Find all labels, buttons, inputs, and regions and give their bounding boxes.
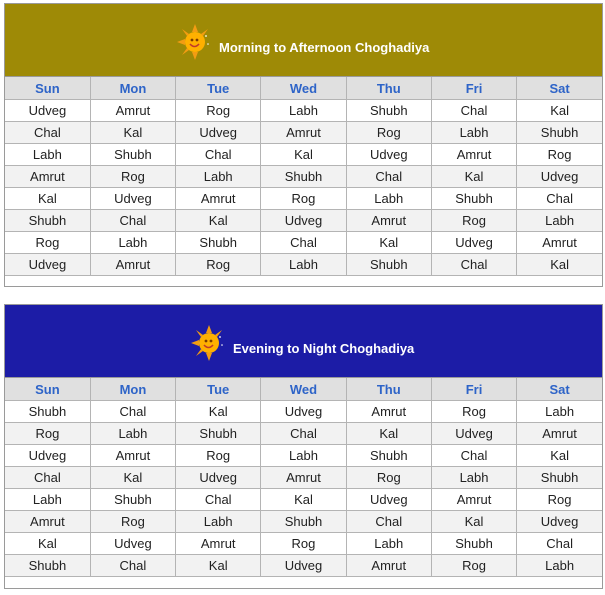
table-cell: Labh (90, 423, 175, 445)
table-row (5, 232, 602, 254)
table-row (5, 144, 602, 166)
table-cell: Chal (176, 144, 261, 166)
table-cell: Labh (517, 555, 602, 577)
table-row (5, 555, 602, 577)
table-row (5, 467, 602, 489)
table-cell: Udveg (261, 401, 346, 423)
table-cell: Chal (346, 511, 431, 533)
table-cell: Chal (517, 533, 602, 555)
table-cell: Labh (176, 166, 261, 188)
table-cell: Rog (431, 401, 516, 423)
table-cell: Udveg (431, 423, 516, 445)
table-cell: Kal (90, 467, 175, 489)
table-cell: Udveg (346, 144, 431, 166)
table-cell: Kal (431, 511, 516, 533)
table-cell: Chal (431, 254, 516, 276)
table-cell: Udveg (261, 555, 346, 577)
table-cell: Shubh (90, 144, 175, 166)
table-cell: Chal (517, 188, 602, 210)
table-row (5, 122, 602, 144)
table-cell: Shubh (5, 555, 90, 577)
table-row (5, 188, 602, 210)
page-title-morning: Morning to Afternoon Choghadiya (219, 39, 430, 55)
table-row (5, 100, 602, 122)
table-cell: Kal (90, 122, 175, 144)
table-cell: Chal (431, 100, 516, 122)
column-header-thu: Thu (346, 77, 431, 100)
table-cell: Kal (431, 166, 516, 188)
table-cell: Rog (346, 467, 431, 489)
table-cell: Amrut (517, 423, 602, 445)
table-cell: Shubh (517, 467, 602, 489)
table-row (5, 511, 602, 533)
table-cell: Rog (176, 445, 261, 467)
table-cell: Amrut (261, 467, 346, 489)
table-cell: Chal (176, 489, 261, 511)
table-cell: Amrut (346, 555, 431, 577)
table-cell: Labh (517, 210, 602, 232)
column-header-fri: Fri (431, 378, 516, 401)
table-cell: Amrut (90, 254, 175, 276)
table-cell: Labh (90, 232, 175, 254)
table-cell: Amrut (346, 210, 431, 232)
table-cell: Udveg (5, 445, 90, 467)
table-cell: Amrut (90, 445, 175, 467)
table-cell: Kal (517, 254, 602, 276)
column-header-mon: Mon (90, 378, 175, 401)
table-cell: Shubh (90, 489, 175, 511)
table-cell: Kal (517, 100, 602, 122)
table-cell: Labh (176, 511, 261, 533)
table-cell: Kal (261, 489, 346, 511)
table-cell: Kal (261, 144, 346, 166)
table-row (5, 254, 602, 276)
table-cell: Amrut (261, 122, 346, 144)
table-cell: Labh (431, 467, 516, 489)
table-cell: Udveg (261, 210, 346, 232)
table-cell: Labh (346, 533, 431, 555)
sun-moon-icon (177, 24, 213, 60)
table-cell: Udveg (517, 511, 602, 533)
table-cell: Shubh (346, 100, 431, 122)
table-cell: Kal (176, 401, 261, 423)
table-cell: Shubh (5, 401, 90, 423)
table-row (5, 489, 602, 511)
table-cell: Rog (176, 254, 261, 276)
page-title-evening: Evening to Night Choghadiya (233, 340, 415, 356)
table-cell: Rog (5, 232, 90, 254)
column-header-wed: Wed (261, 77, 346, 100)
table-cell: Kal (346, 423, 431, 445)
table-cell: Udveg (517, 166, 602, 188)
table-cell: Chal (346, 166, 431, 188)
table-cell: Kal (176, 555, 261, 577)
table-cell: Udveg (90, 188, 175, 210)
table-cell: Labh (261, 254, 346, 276)
table-cell: Chal (90, 401, 175, 423)
table-cell: Amrut (346, 401, 431, 423)
table-cell: Shubh (346, 445, 431, 467)
table-cell: Kal (346, 232, 431, 254)
table-cell: Shubh (431, 533, 516, 555)
table-cell: Labh (431, 122, 516, 144)
table-cell: Shubh (261, 166, 346, 188)
table-cell: Rog (90, 511, 175, 533)
column-header-sat: Sat (517, 77, 602, 100)
column-header-sun: Sun (5, 378, 90, 401)
table-cell: Labh (5, 144, 90, 166)
column-header-sun: Sun (5, 77, 90, 100)
table-cell: Udveg (346, 489, 431, 511)
column-header-fri: Fri (431, 77, 516, 100)
table-cell: Udveg (5, 254, 90, 276)
evening-choghadiya-panel (4, 304, 603, 589)
table-row (5, 445, 602, 467)
table-cell: Amrut (431, 489, 516, 511)
table-cell: Chal (90, 555, 175, 577)
table-cell: Kal (517, 445, 602, 467)
table-cell: Shubh (176, 232, 261, 254)
column-header-tue: Tue (176, 77, 261, 100)
column-header-mon: Mon (90, 77, 175, 100)
column-header-sat: Sat (517, 378, 602, 401)
table-cell: Chal (90, 210, 175, 232)
table-cell: Amrut (5, 511, 90, 533)
table-cell: Rog (517, 144, 602, 166)
table-cell: Amrut (431, 144, 516, 166)
table-cell: Kal (5, 533, 90, 555)
table-cell: Rog (176, 100, 261, 122)
table-cell: Amrut (517, 232, 602, 254)
table-cell: Chal (261, 232, 346, 254)
evening-banner (5, 305, 602, 378)
table-cell: Amrut (176, 188, 261, 210)
table-cell: Labh (261, 445, 346, 467)
column-header-wed: Wed (261, 378, 346, 401)
table-cell: Rog (261, 533, 346, 555)
table-cell: Udveg (176, 122, 261, 144)
table-row (5, 210, 602, 232)
table-cell: Kal (5, 188, 90, 210)
morning-choghadiya-panel (4, 3, 603, 287)
table-cell: Rog (517, 489, 602, 511)
table-cell: Chal (431, 445, 516, 467)
table-cell: Labh (261, 100, 346, 122)
table-cell: Labh (517, 401, 602, 423)
table-cell: Shubh (431, 188, 516, 210)
table-cell: Shubh (261, 511, 346, 533)
table-cell: Amrut (5, 166, 90, 188)
table-cell: Chal (5, 467, 90, 489)
column-header-tue: Tue (176, 378, 261, 401)
table-row (5, 533, 602, 555)
table-cell: Rog (90, 166, 175, 188)
table-cell: Udveg (5, 100, 90, 122)
table-cell: Shubh (5, 210, 90, 232)
table-cell: Chal (261, 423, 346, 445)
table-cell: Shubh (346, 254, 431, 276)
table-cell: Shubh (176, 423, 261, 445)
table-cell: Amrut (176, 533, 261, 555)
morning-banner (5, 4, 602, 77)
table-cell: Udveg (176, 467, 261, 489)
table-cell: Labh (346, 188, 431, 210)
table-cell: Rog (431, 210, 516, 232)
sun-moon-icon (191, 325, 227, 361)
table-cell: Rog (346, 122, 431, 144)
table-cell: Shubh (517, 122, 602, 144)
evening-table (5, 378, 602, 577)
table-row (5, 423, 602, 445)
table-cell: Udveg (90, 533, 175, 555)
table-cell: Kal (176, 210, 261, 232)
table-cell: Labh (5, 489, 90, 511)
table-cell: Rog (261, 188, 346, 210)
table-cell: Rog (431, 555, 516, 577)
table-row (5, 166, 602, 188)
morning-table (5, 77, 602, 276)
table-row (5, 401, 602, 423)
table-cell: Udveg (431, 232, 516, 254)
table-cell: Chal (5, 122, 90, 144)
table-cell: Amrut (90, 100, 175, 122)
column-header-thu: Thu (346, 378, 431, 401)
table-cell: Rog (5, 423, 90, 445)
